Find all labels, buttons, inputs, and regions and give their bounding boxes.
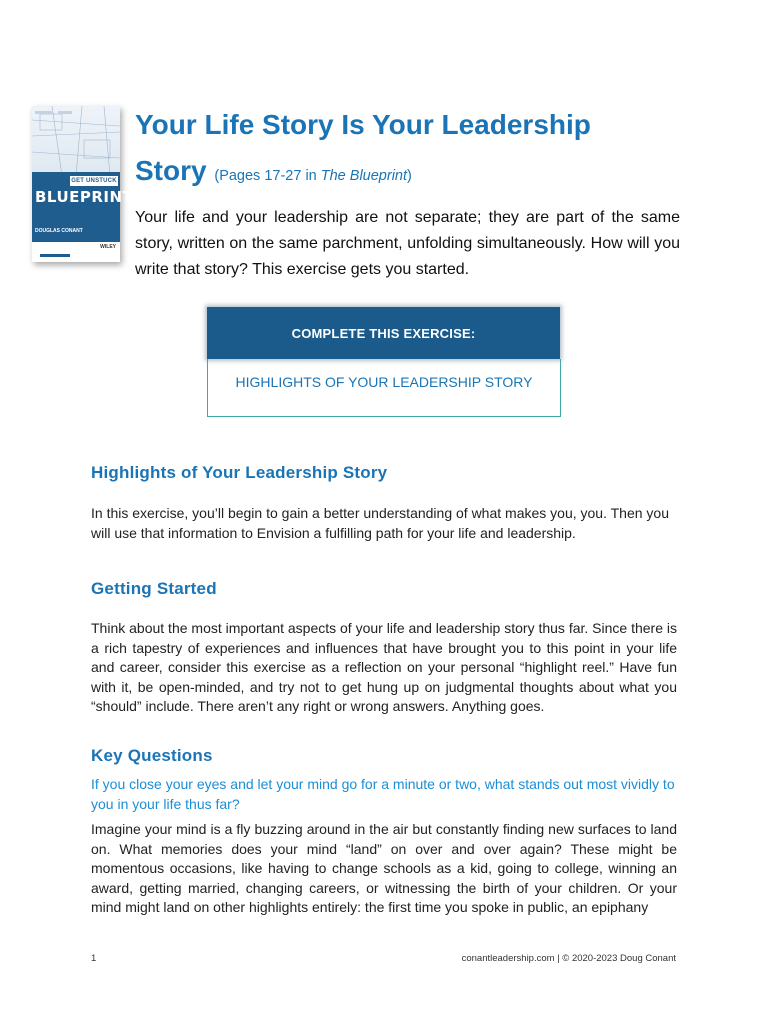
title-page-reference (214, 168, 412, 184)
pages-book-title: The Blueprint (320, 168, 408, 184)
exercise-header: COMPLETE THIS EXERCISE: (207, 307, 560, 359)
pages-prefix: (Pages 17-27 in (214, 168, 321, 184)
exercise-item-link[interactable] (207, 359, 561, 417)
book-tag: GET UNSTUCK (71, 178, 117, 184)
key-question-text: If you close your eyes and let your mind go for a minute or two, what stands out most vividly to you in your life thus far? (91, 776, 675, 812)
key-questions-paragraph: Imagine your mind is a fly buzzing around in the air but constantly finding new surfaces to land on. What memories does your mind “land” on over and over again? These might be momentous occasions, like having to change schools as a kid, going to college, winning an award, getting married, changing careers, or witnessing the birth of your children. Or your mind might land on other highlights entirely: the first time you spoke in public, an epiphany (91, 821, 677, 916)
pages-suffix: ) (407, 168, 412, 184)
title-line-1: Your Life Story Is Your Leadership (135, 109, 591, 140)
getting-started-paragraph: Think about the most important aspects of your life and leadership story thus far. Since there is a rich tapestry of experiences and influences that have brought you to this point in your life and career, consider this exercise as a reflection on your personal “highlight reel.” Have fun with it, be open-minded, and try not to get hung up on judgmental thoughts about what you “should” include. There aren’t any right or wrong answers. Anything goes. (91, 620, 677, 715)
footer-copyright: conantleadership.com | © 2020-2023 Doug Conant (461, 953, 676, 964)
highlights-paragraph: In this exercise, you’ll begin to gain a better understanding of what makes you, you. Then you will use that information to Envision a fulfilling path for your life and leadership. (91, 505, 669, 541)
intro-paragraph: Your life and your leadership are not separate; they are part of the same story, written on the same parchment, unfolding simultaneously. How will you write that story? This exercise gets you started. (135, 209, 680, 278)
book-cover-image (32, 106, 134, 262)
heading-getting-started: Getting Started (91, 579, 217, 598)
book-title: BLUEPRINT (35, 188, 134, 206)
book-publisher: WILEY (100, 244, 116, 250)
book-author: DOUGLAS CONANT (35, 228, 83, 234)
page-title (135, 102, 735, 199)
book-cover-blueprint-graphic (32, 106, 120, 176)
title-word-story: Story (135, 155, 207, 186)
page-number: 1 (91, 953, 97, 964)
exercise-item-label[interactable]: HIGHLIGHTS OF YOUR LEADERSHIP STORY (235, 373, 533, 390)
heading-key-questions: Key Questions (91, 746, 213, 765)
book-cover-band (32, 172, 134, 242)
heading-highlights: Highlights of Your Leadership Story (91, 463, 388, 482)
book-cover-footer (32, 242, 120, 262)
title-line-2 (135, 148, 735, 199)
book-footer-bar (40, 254, 70, 257)
